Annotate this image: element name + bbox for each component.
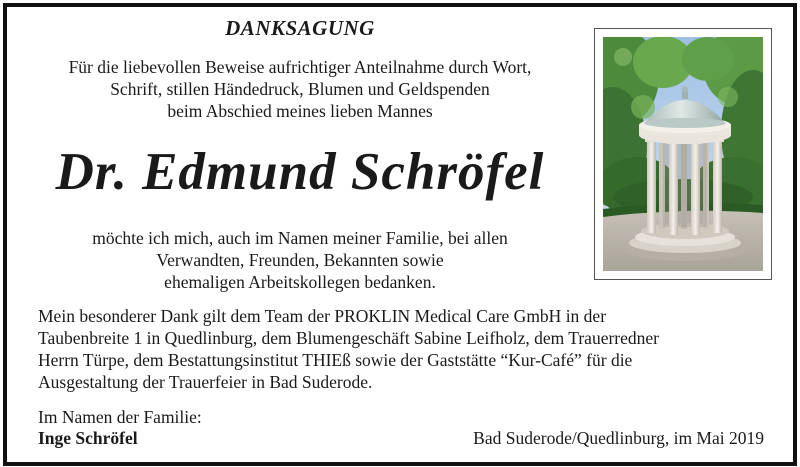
signatory-name: Inge Schröfel [38,428,138,448]
closing-line: möchte ich mich, auch im Namen meiner Familie, bei allen [92,228,508,248]
thanks-line: Herrn Türpe, dem Bestattungsinstitut THIEß sowie der Gaststätte “Kur-Café” für die [38,350,633,370]
closing-text [18,227,582,293]
closing-line: Verwandten, Freunden, Bekannten sowie [156,250,444,270]
pavilion-rotunda-photo [603,37,763,271]
special-thanks-paragraph [38,305,778,393]
closing-line: ehemaligen Arbeitskollegen bedanken. [164,272,436,292]
intro-line: beim Abschied meines lieben Mannes [167,101,433,121]
deceased-name: Dr. Edmund Schröfel [55,143,545,201]
notice-heading: DANKSAGUNG [225,16,375,40]
intro-text [18,56,582,122]
intro-line: Schrift, stillen Händedruck, Blumen und Geldspenden [110,79,490,99]
thanks-line: Mein besonderer Dank gilt dem Team der PROKLIN Medical Care GmbH in der [38,306,607,326]
on-behalf-label: Im Namen der Familie: [38,407,202,427]
thanks-line: Taubenbreite 1 in Quedlinburg, dem Blumengeschäft Sabine Leifholz, dem Trauerredner [38,328,659,348]
photo-frame [594,28,772,280]
thanks-line: Ausgestaltung der Trauerfeier in Bad Suderode. [38,372,373,392]
place-and-date: Bad Suderode/Quedlinburg, im Mai 2019 [473,428,764,448]
intro-line: Für die liebevollen Beweise aufrichtiger Anteilnahme durch Wort, [68,57,532,77]
